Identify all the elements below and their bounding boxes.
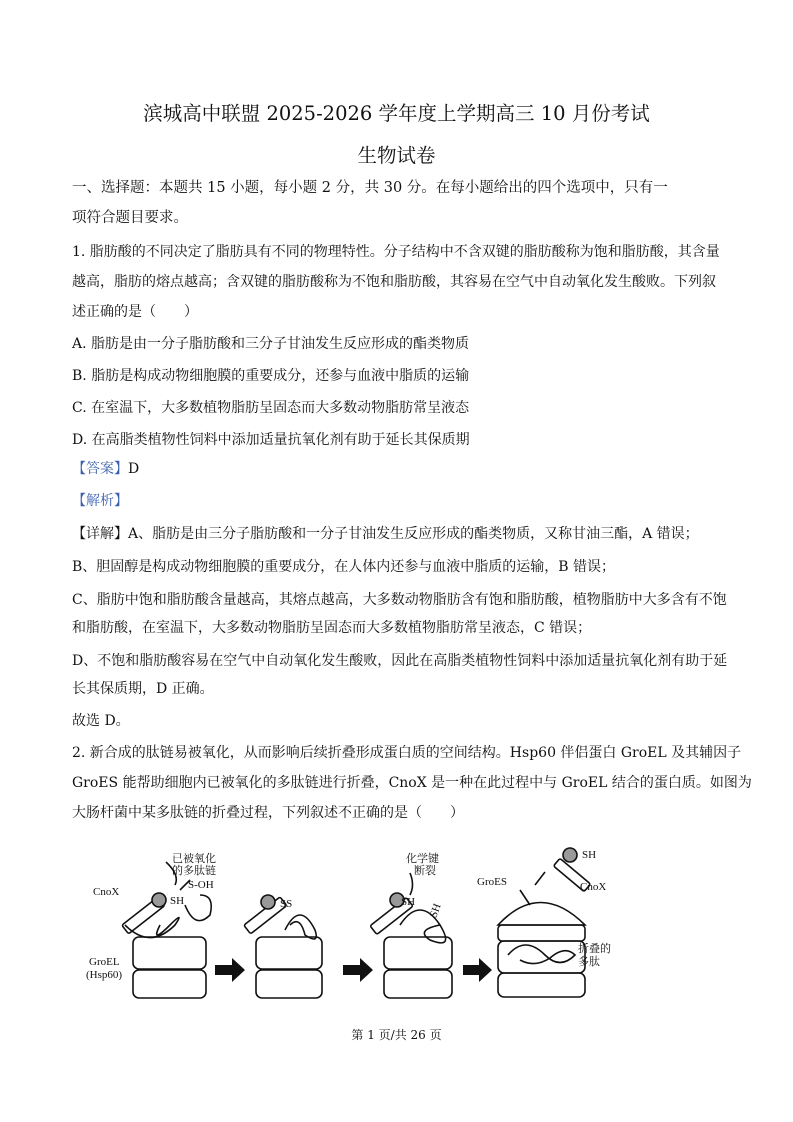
q2-stem-line: GroES 能帮助细胞内已被氧化的多肽链进行折叠，CnoX 是一种在此过程中与 GroEL 结合的蛋白质。如图为 (72, 775, 752, 791)
answer-label: 【答案】 (72, 461, 128, 477)
page-footer: 第 1 页/共 26 页 (351, 1028, 442, 1042)
label-cnox: CnoX (93, 886, 120, 898)
label-groel: GroEL (89, 956, 120, 968)
label-sh-rotated: SH (427, 902, 444, 920)
q1-detail-line: 长其保质期，D 正确。 (72, 681, 214, 697)
answer-value: D (128, 461, 140, 477)
groel-stage-2 (244, 895, 322, 998)
q1-conclusion: 故选 D。 (72, 713, 130, 729)
q1-stem-line: 越高，脂肪的熔点越高；含双键的脂肪酸称为不饱和脂肪酸，其容易在空气中自动氧化发生酸败。下列叙 (72, 274, 716, 290)
q2-stem-line: 2. 新合成的肽链易被氧化，从而影响后续折叠形成蛋白质的空间结构。Hsp60 伴侣蛋白 GroEL 及其辅因子 (72, 745, 742, 761)
label-bond-break: 断裂 (414, 865, 436, 877)
protein-folding-figure (70, 838, 730, 1010)
exam-title: 滨城高中联盟 2025-2026 学年度上学期高三 10 月份考试 (143, 102, 650, 125)
q1-detail-line: B、胆固醇是构成动物细胞膜的重要成分，在人体内还参与血液中脂质的运输，B 错误； (72, 559, 616, 575)
label-bond: 化学键 (406, 853, 439, 865)
q1-option-c: C. 在室温下，大多数植物脂肪呈固态而大多数动物脂肪常呈液态 (72, 400, 470, 416)
label-groes: GroES (477, 876, 507, 888)
label-sh: SH (170, 895, 185, 907)
groel-stage-3 (370, 873, 452, 998)
groel-stage-4 (498, 848, 591, 997)
label-sh-top: SH (582, 849, 597, 861)
label-oxidized: 已被氧化 (172, 853, 216, 865)
label-folded: 折叠的 (578, 943, 611, 955)
label-soh: S-OH (188, 879, 214, 891)
label-folded-polypeptide: 多肽 (578, 956, 600, 968)
label-oxidized: 的多肽链 (172, 865, 216, 877)
q1-detail-line: D、不饱和脂肪酸容易在空气中自动氧化发生酸败，因此在高脂类植物性饲料中添加适量抗氧化剂有助于延 (72, 653, 728, 669)
q1-answer (72, 459, 139, 479)
label-cnox-right: CnoX (580, 881, 607, 893)
q1-option-d: D. 在高脂类植物性饲料中添加适量抗氧化剂有助于延长其保质期 (72, 432, 470, 448)
q1-stem-line: 述正确的是（ ） (72, 304, 198, 320)
label-sh: SH (401, 896, 416, 908)
analysis-label: 【解析】 (72, 493, 128, 509)
q2-stem-line: 大肠杆菌中某多肽链的折叠过程，下列叙述不正确的是（ ） (72, 805, 464, 821)
section-header: 一、选择题：本题共 15 小题，每小题 2 分，共 30 分。在每小题给出的四个选项中，只有一 (72, 180, 668, 196)
label-hsp60: (Hsp60) (86, 969, 123, 981)
subject-title: 生物试卷 (357, 144, 436, 167)
section-header-cont: 项符合题目要求。 (72, 210, 188, 226)
q1-detail-line: C、脂肪中饱和脂肪酸含量越高，其熔点越高，大多数动物脂肪含有饱和脂肪酸，植物脂肪中大多含有不饱 (72, 592, 727, 608)
q1-detail-line: 【详解】A、脂肪是由三分子脂肪酸和一分子甘油发生反应形成的酯类物质，又称甘油三酯，A 错误； (72, 526, 699, 542)
q1-detail-line: 和脂肪酸，在室温下，大多数动物脂肪呈固态而大多数植物脂肪常呈液态，C 错误； (72, 620, 592, 636)
q1-option-a: A. 脂肪是由一分子脂肪酸和三分子甘油发生反应形成的酯类物质 (72, 336, 470, 352)
q1-stem-line: 1. 脂肪酸的不同决定了脂肪具有不同的物理特性。分子结构中不含双键的脂肪酸称为饱和脂肪酸，其含量 (72, 244, 720, 260)
q1-option-b: B. 脂肪是构成动物细胞膜的重要成分，还参与血液中脂质的运输 (72, 368, 470, 384)
label-ss: SS (280, 898, 293, 910)
detail-label: 【详解】 (72, 526, 128, 542)
